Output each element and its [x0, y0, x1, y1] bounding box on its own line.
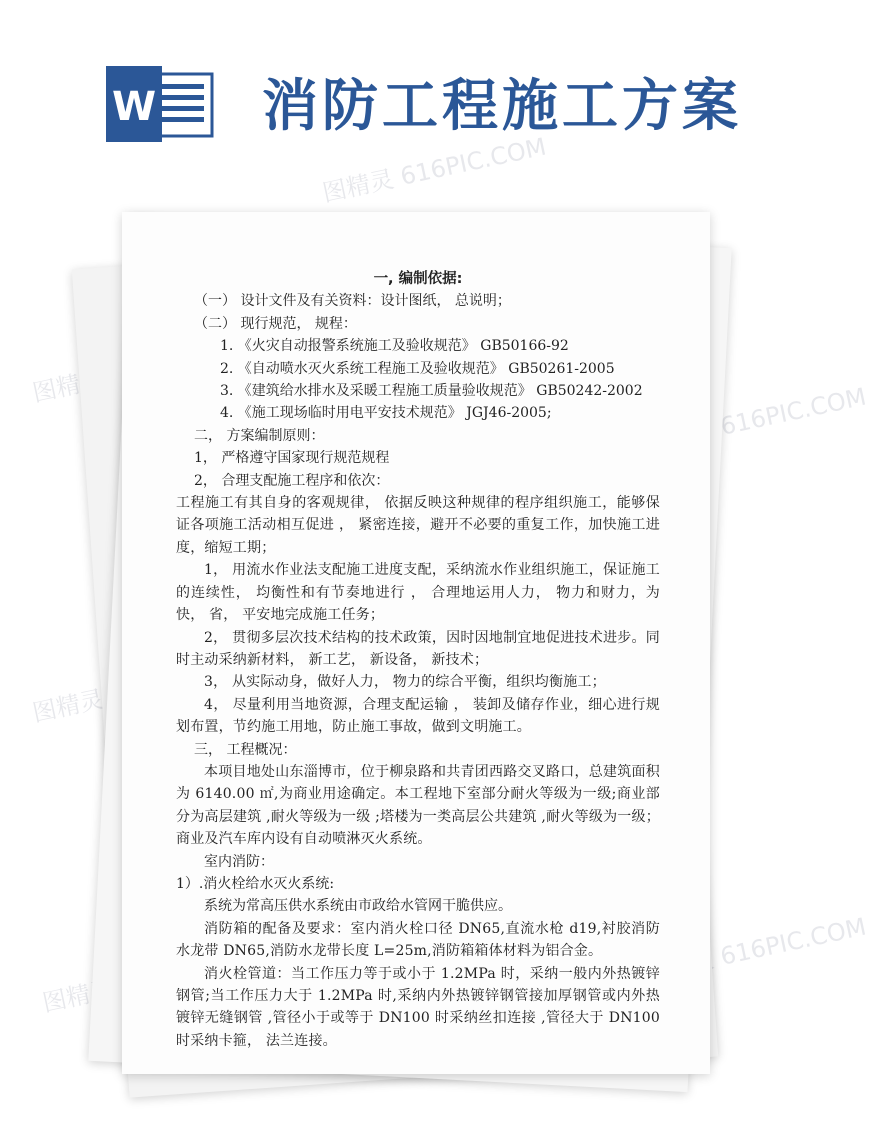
watermark: 图精灵: [40, 974, 117, 1018]
word-document-icon: [104, 64, 216, 144]
paragraph: 消防箱的配备及要求：室内消火栓口径 DN65,直流水枪 d19,衬胶消防水龙带 DN65,消防水龙带长度 L=25m,消防箱箱体材料为铝合金。: [176, 920, 660, 960]
watermark: 图精灵 616PIC.COM: [640, 382, 869, 458]
paragraph: 1， 用流水作业法支配施工进度支配，采纳流水作业组织施工，保证施工的连续性， 均衡性和有节奏地进行 ， 合理地运用人力， 物力和财力，为快， 省， 平安地完成施工任务；: [176, 562, 660, 624]
paragraph: 系统为常高压供水系统由市政给水管网干脆供应。: [204, 898, 512, 915]
list-item: 4. 《施工现场临时用电平安技术规范》 JGJ46-2005;: [220, 405, 552, 422]
list-item: 2. 《自动喷水灭火系统工程施工及验收规范》 GB50261-2005: [220, 360, 615, 377]
paragraph: 室内消防：: [204, 853, 274, 870]
section-heading: 一, 编制依据:: [373, 271, 463, 287]
watermark: 图精灵 616PIC.COM: [640, 912, 869, 988]
paragraph: 1， 严格遵守国家现行规范规程: [194, 450, 390, 467]
document-body: [176, 268, 660, 1052]
list-item: 1. 《火灾自动报警系统施工及验收规范》 GB50166-92: [220, 338, 569, 355]
paragraph: 4， 尽量利用当地资源，合理支配运输 ， 装卸及储存作业，细心进行规划布置，节约施工用地，防止施工事故，做到文明施工。: [176, 696, 660, 736]
paragraph: 3， 从实际动身，做好人力， 物力的综合平衡，组织均衡施工；: [204, 674, 606, 691]
paragraph: 消火栓管道：当工作压力等于或小于 1.2MPa 时，采纳一般内外热镀锌钢管;当工作压力大于 1.2MPa 时,采纳内外热镀锌钢管接加厚钢管或内外热镀锌无缝钢管 ,管径小于或等于 DN100 时采纳丝扣连接 ,管径大于 DN100 时采纳卡箍， 法兰连接。: [176, 965, 660, 1049]
word-icon-letter: W: [111, 84, 157, 130]
list-item: 3. 《建筑给水排水及采暖工程施工质量验收规范》 GB50242-2002: [220, 383, 643, 400]
watermark: 图精灵: [30, 684, 107, 728]
paragraph: 工程施工有其自身的客观规律， 依据反映这种规律的程序组织施工，能够保证各项施工活动相互促进 ， 紧密连接，避开不必要的重复工作，加快施工进度，缩短工期；: [176, 495, 660, 556]
watermark: 图精灵: [30, 364, 107, 408]
paragraph: （一） 设计文件及有关资料：设计图纸， 总说明；: [194, 293, 511, 310]
document-title: 消防工程施工方案: [262, 74, 742, 139]
paragraph: 2， 贯彻多层次技术结构的技术政策，因时因地制宜地促进技术进步。同时主动采纳新材料， 新工艺， 新设备， 新技术；: [176, 629, 660, 668]
paragraph: （二） 现行规范， 规程：: [194, 315, 357, 332]
paragraph: 三， 工程概况：: [194, 741, 297, 758]
paragraph: 本项目地处山东淄博市，位于柳泉路和共青团西路交叉路口，总建筑面积为 6140.00 ㎡,为商业用途确定。本工程地下室部分耐火等级为一级;商业部分为高层建筑 ,耐火等级为一级 ;塔楼为一类高层公共建筑 ,耐火等级为一级；商业及汽车库内设有自动喷淋灭火系统。: [176, 763, 660, 848]
paragraph: 1）.消火栓给水灭火系统:: [176, 875, 335, 892]
watermark: 图精灵 616PIC.COM: [320, 132, 549, 208]
paragraph: 2， 合理支配施工程序和依次：: [194, 472, 390, 489]
paragraph: 二， 方案编制原则：: [194, 427, 325, 444]
